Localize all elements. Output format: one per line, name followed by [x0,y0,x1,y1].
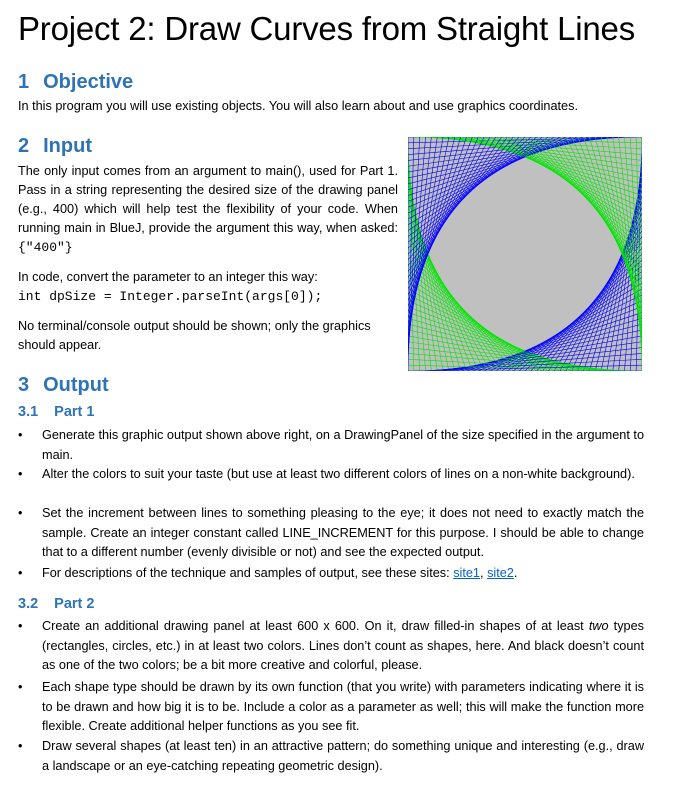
subsection-title: Part 2 [54,596,95,612]
bullet: • [18,428,23,442]
list-item [18,617,644,676]
list-item-text: Set the increment between lines to something pleasing to the eye; it does not need to exactly match the sample. Create an integer constant called LINE_INCREMENT for this purpose. I should be able to change that to a different number (evenly divisible or not) and see the expected output. [42,506,644,560]
output-heading [18,374,109,397]
section-number: 2 [18,135,30,157]
section-title: Objective [43,71,134,93]
art-background [408,137,642,371]
list-item-text: Draw several shapes (at least ten) in an attractive pattern; do something unique and interesting (e.g., draw a landscape or an eye-catching repeating geometric design). [42,739,644,773]
list-item-text [42,564,644,584]
bullet: • [18,739,23,753]
bullet: • [18,506,23,520]
input-paragraph-1 [18,162,398,257]
page-title: Project 2: Draw Curves from Straight Lines [18,10,635,47]
bullet: • [18,619,23,633]
b1-pre: Create an additional drawing panel at least 600 x 600. On it, draw filled-in shapes of at least [42,619,589,633]
list-item [18,678,644,737]
bullet: • [18,467,23,481]
list-item-text [42,617,644,676]
subsection-number: 3.1 [18,404,39,420]
section-title: Output [43,374,109,396]
input-p1-text: The only input comes from an argument to main(), used for Part 1. Pass in a string representing the desired size of the drawing panel (e.g., 400) which will help test the flexibility of your code. When running main in BlueJ, provide the argument this way, when asked: [18,164,398,235]
site1-link[interactable]: site1 [453,566,480,580]
argument-code: {"400"} [18,240,73,255]
objective-text: In this program you will use existing objects. You will also learn about and use graphics coordinates. [18,99,578,113]
part1-heading [18,404,94,420]
sites-text: For descriptions of the technique and samples of output, see these sites: [42,566,454,580]
subsection-number: 3.2 [18,596,39,612]
b1-post: types (rectangles, circles, etc.) in at least two colors. Lines don’t count as shapes, here. And black doesn’t count as one of the two colors; be a bit more creative and colorful, please. [42,619,644,673]
list-item [18,426,644,465]
link-end: . [513,566,518,580]
input-paragraph-2: In code, convert the parameter to an integer this way: [18,270,318,284]
part2-heading [18,596,94,612]
bullet: • [18,566,23,580]
list-item [18,737,644,776]
list-item [18,564,644,584]
section-number: 3 [18,374,30,396]
emphasis-two: two [588,619,609,633]
list-item-text: Each shape type should be drawn by its own function (that you write) with parameters indicating where it is to be drawn and how big it is to be. Include a color as a parameter as well; this will make the function more flexible. Create additional helper functions as you see fit. [42,680,644,734]
section-number: 1 [18,71,30,93]
subsection-title: Part 1 [54,404,95,420]
input-heading [18,135,92,158]
list-item-text: Generate this graphic output shown above right, on a DrawingPanel of the size specified in the argument to main. [42,428,644,462]
list-item [18,465,644,485]
site2-link[interactable]: site2 [487,566,514,580]
objective-heading [18,71,133,94]
parse-int-code: int dpSize = Integer.parseInt(args[0]); [18,289,323,304]
link-separator: , [480,566,488,580]
list-item-text: Alter the colors to suit your taste (but use at least two different colors of lines on a non-white background). [42,467,635,481]
section-title: Input [43,135,92,157]
input-paragraph-3: No terminal/console output should be shown; only the graphics should appear. [18,319,371,352]
curve-line-art [408,137,642,371]
list-item [18,504,644,563]
bullet: • [18,680,23,694]
